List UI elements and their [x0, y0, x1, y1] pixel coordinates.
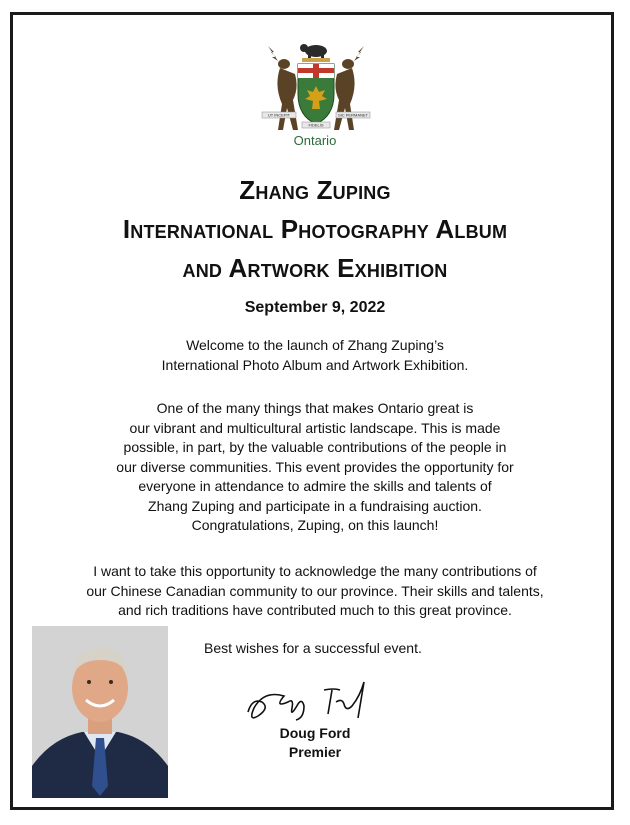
shield — [298, 64, 334, 124]
body-line: our vibrant and multicultural artistic landscape. This is made — [129, 419, 501, 436]
svg-text:UT INCEPIT: UT INCEPIT — [267, 112, 291, 118]
signatory-title: Premier — [288, 744, 342, 760]
body-paragraph — [0, 399, 630, 536]
bear-crest — [300, 44, 327, 59]
body-line: possible, in part, by the valuable contributions of the people in — [123, 439, 507, 455]
body-line: One of the many things that makes Ontario great is — [156, 400, 474, 416]
premier-portrait-photo — [32, 626, 168, 798]
ack-line: and rich traditions have contributed much to this great province. — [118, 602, 512, 618]
welcome-line: International Photo Album and Artwork Exhibition. — [161, 356, 469, 373]
closing-wishes: Best wishes for a successful event. — [204, 640, 422, 656]
svg-text:SIC PERMANET: SIC PERMANET — [337, 112, 369, 118]
body-line: Zhang Zuping and participate in a fundraising auction. — [148, 497, 482, 514]
signatory-name: Doug Ford — [279, 725, 351, 741]
ontario-wordmark: Ontario — [293, 133, 337, 148]
body-line: our diverse communities. This event provides the opportunity for — [116, 458, 514, 475]
body-line: Congratulations, Zuping, on this launch! — [191, 517, 439, 533]
handwritten-signature — [244, 668, 394, 728]
welcome-paragraph — [0, 336, 630, 375]
event-date: September 9, 2022 — [244, 299, 386, 316]
acknowledgement-paragraph — [0, 562, 630, 621]
svg-text:FIDELIS: FIDELIS — [308, 122, 324, 128]
title-line-2: International Photography Album — [122, 214, 508, 244]
welcome-line: Welcome to the launch of Zhang Zuping’s — [186, 337, 444, 353]
title-line-3: and Artwork Exhibition — [182, 253, 448, 283]
title-line-1: Zhang Zuping — [239, 175, 391, 205]
body-line: everyone in attendance to admire the skills and talents of — [138, 478, 492, 494]
ack-line: our Chinese Canadian community to our province. Their skills and talents, — [86, 582, 544, 599]
ack-line: I want to take this opportunity to acknowledge the many contributions of — [93, 563, 537, 579]
